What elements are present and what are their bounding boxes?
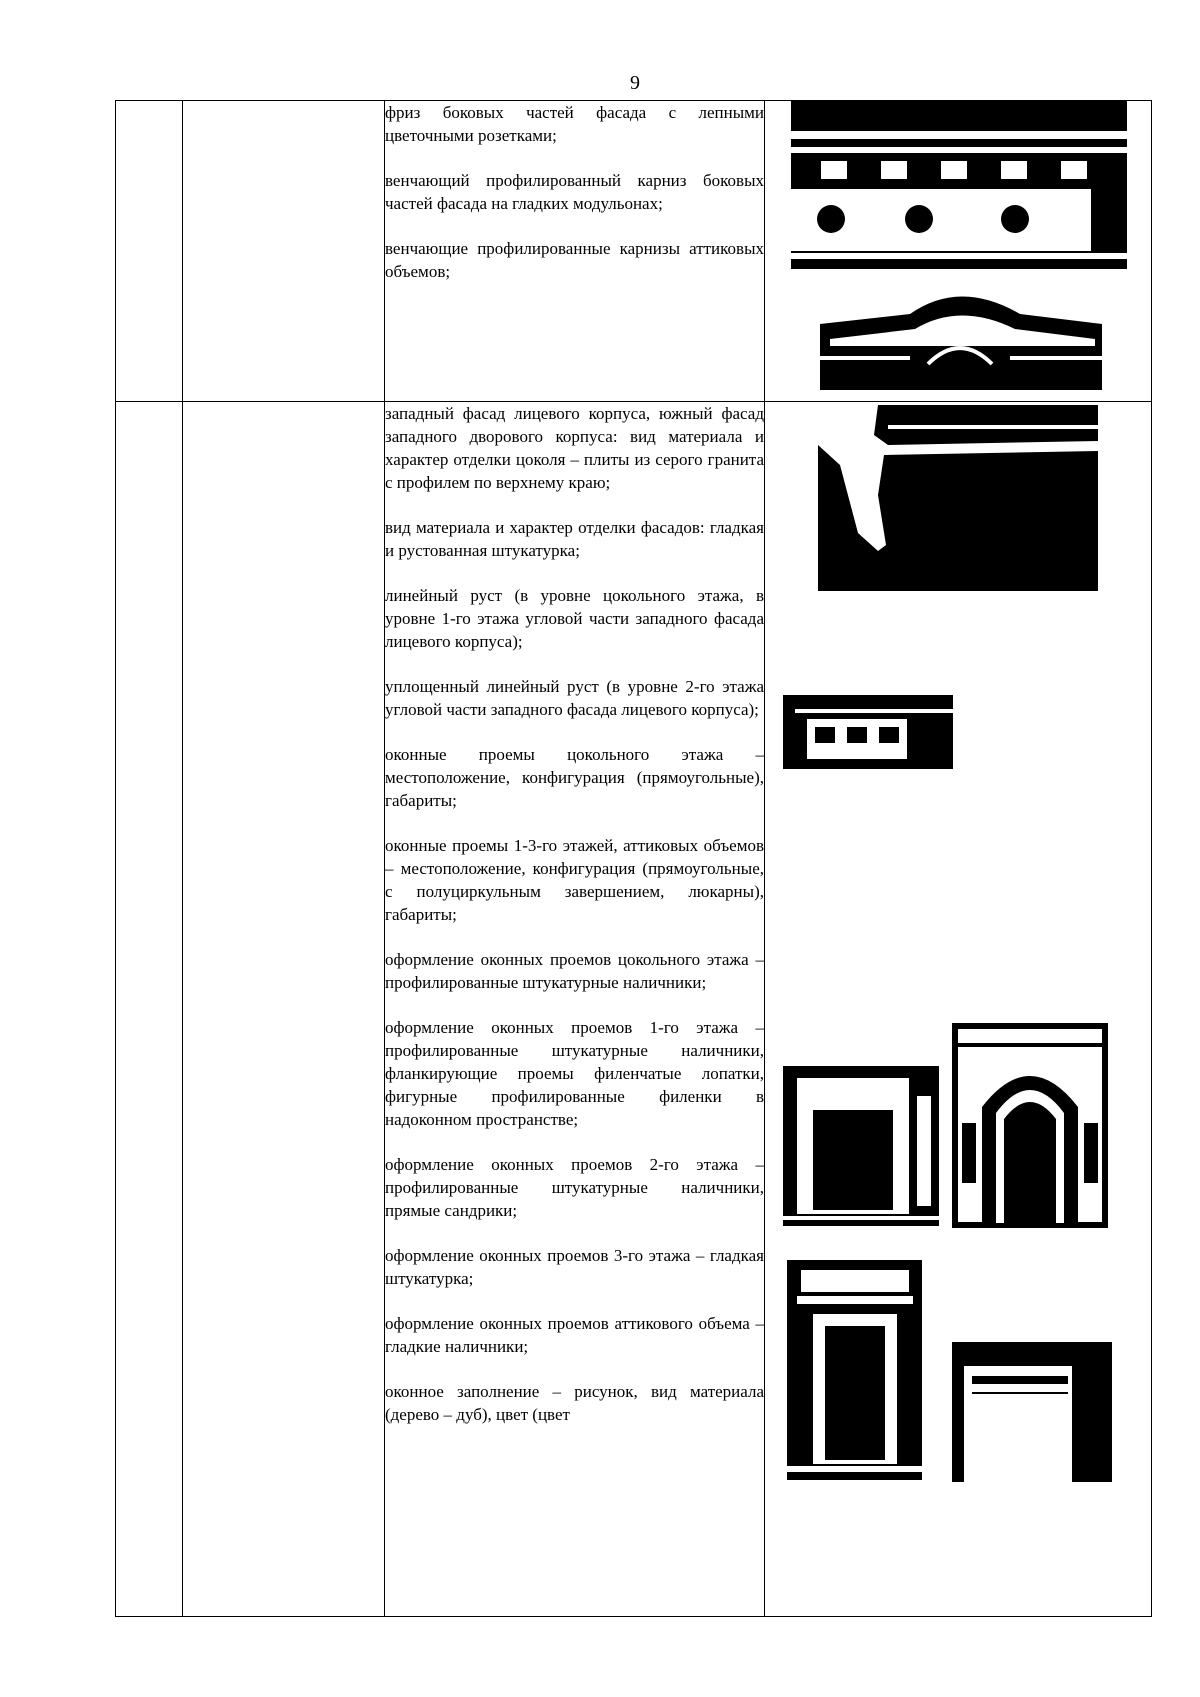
description-paragraph: фриз боковых частей фасада с лепными цветочными розетками;: [385, 103, 764, 145]
description-paragraph: линейный руст (в уровне цокольного этажа, в уровне 1-го этажа угловой части западного фасада лицевого корпуса);: [385, 586, 764, 651]
attic-cornice-photo: [820, 284, 1102, 390]
photo-cell: [765, 101, 1152, 402]
description-cell: [385, 402, 765, 1617]
table-row: [116, 101, 1152, 402]
table-row: [116, 402, 1152, 1617]
number-cell: [116, 402, 183, 1617]
number-cell: [116, 101, 183, 402]
description-paragraph: оконные проемы 1-3-го этажей, аттиковых объемов – местоположение, конфигурация (прямоугольные, с полуциркульным завершением, люкарны), габариты;: [385, 836, 764, 924]
rustication-photo: [783, 677, 953, 769]
window-third-floor-photo: [952, 1342, 1112, 1482]
description-paragraph: венчающие профилированные карнизы аттиковых объемов;: [385, 239, 764, 281]
description-paragraph: оформление оконных проемов 3-го этажа – гладкая штукатурка;: [385, 1246, 764, 1288]
description-paragraph: уплощенный линейный руст (в уровне 2-го этажа угловой части западного фасада лицевого корпуса);: [385, 677, 764, 719]
description-paragraph: оформление оконных проемов цокольного этажа – профилированные штукатурные наличники;: [385, 950, 764, 992]
description-paragraph: венчающий профилированный карниз боковых частей фасада на гладких модульонах;: [385, 171, 764, 213]
cornice-frieze-photo: [791, 101, 1127, 269]
object-cell: [183, 402, 385, 1617]
description-paragraph: оформление оконных проемов аттикового объема – гладкие наличники;: [385, 1314, 764, 1356]
description-paragraph: оформление оконных проемов 2-го этажа – профилированные штукатурные наличники, прямые сандрики;: [385, 1155, 764, 1220]
description-paragraph: оформление оконных проемов 1-го этажа – профилированные штукатурные наличники, фланкирующие проемы филенчатые лопатки, фигурные профилированные филенки в надоконном пространстве;: [385, 1018, 764, 1129]
plinth-granite-photo: [818, 405, 1098, 591]
description-cell: [385, 101, 765, 402]
description-paragraph: вид материала и характер отделки фасадов: гладкая и рустованная штукатурка;: [385, 518, 764, 560]
description-paragraph: оконное заполнение – рисунок, вид материала (дерево – дуб), цвет (цвет: [385, 1382, 764, 1424]
window-second-floor-photo: [787, 1260, 922, 1480]
page-number: 9: [630, 72, 640, 94]
photo-cell: [765, 402, 1152, 1617]
description-paragraph: оконные проемы цокольного этажа – местоположение, конфигурация (прямоугольные), габариты;: [385, 745, 764, 810]
object-cell: [183, 101, 385, 402]
description-paragraph: западный фасад лицевого корпуса, южный фасад западного дворового корпуса: вид материала и характер отделки цоколя – плиты из серого гранита с профилем по верхнему краю;: [385, 404, 764, 492]
document-table: [115, 100, 1152, 1617]
arched-window-photo: [952, 1023, 1108, 1228]
window-basement-photo: [783, 1066, 939, 1226]
